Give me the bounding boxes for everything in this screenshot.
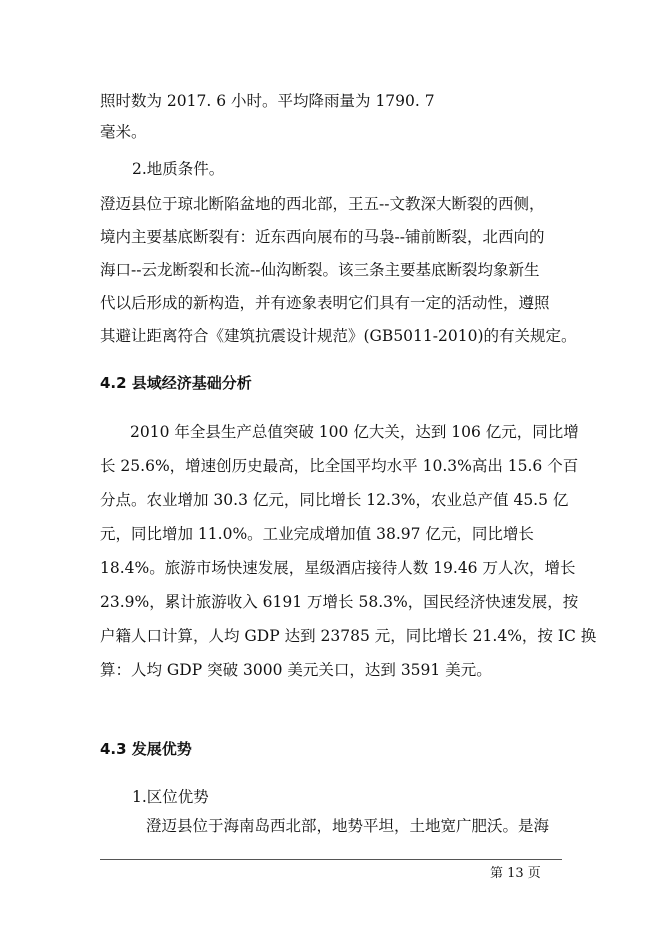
- economy-line-6: 23.9%，累计旅游收入 6191 万增长 58.3%，国民经济快速发展，按: [100, 593, 579, 611]
- economy-line-5: 18.4%。旅游市场快速发展，星级酒店接待人数 19.46 万人次，增长: [100, 559, 576, 577]
- location-title: 1.区位优势: [132, 788, 209, 806]
- section-heading-4-2: 4.2 县域经济基础分析: [100, 374, 252, 392]
- footer-divider: [100, 859, 562, 860]
- geology-line-1: 澄迈县位于琼北断陷盆地的西北部，王五--文教深大断裂的西侧，: [100, 195, 545, 213]
- geology-title: 2.地质条件。: [132, 160, 225, 178]
- section-heading-4-3: 4.3 发展优势: [100, 740, 192, 758]
- economy-line-1: 2010 年全县生产总值突破 100 亿大关，达到 106 亿元，同比增: [130, 423, 579, 441]
- intro-line-2: 毫米。: [100, 123, 147, 141]
- location-line-1: 澄迈县位于海南岛西北部，地势平坦，土地宽广肥沃。是海: [146, 817, 550, 835]
- page-number: 第 13 页: [490, 866, 541, 881]
- intro-line-1: 照时数为 2017. 6 小时。平均降雨量为 1790. 7: [100, 92, 435, 110]
- economy-line-2: 长 25.6%，增速创历史最高，比全国平均水平 10.3%高出 15.6 个百: [100, 457, 579, 475]
- economy-line-3: 分点。农业增加 30.3 亿元，同比增长 12.3%，农业总产值 45.5 亿: [100, 491, 569, 509]
- economy-line-7: 户籍人口计算，人均 GDP 达到 23785 元，同比增长 21.4%，按 IC 换: [100, 627, 597, 645]
- economy-line-4: 元，同比增加 11.0%。工业完成增加值 38.97 亿元，同比增长: [100, 525, 534, 543]
- geology-line-2: 境内主要基底断裂有：近东西向展布的马袅--铺前断裂，北西向的: [100, 228, 545, 246]
- economy-line-8: 算：人均 GDP 突破 3000 美元关口，达到 3591 美元。: [100, 661, 492, 679]
- geology-line-4: 代以后形成的新构造，并有迹象表明它们具有一定的活动性，遵照: [100, 294, 550, 312]
- geology-line-3: 海口--云龙断裂和长流--仙沟断裂。该三条主要基底断裂均象新生: [100, 261, 540, 279]
- geology-line-5: 其避让距离符合《建筑抗震设计规范》(GB5011-2010)的有关规定。: [100, 327, 577, 345]
